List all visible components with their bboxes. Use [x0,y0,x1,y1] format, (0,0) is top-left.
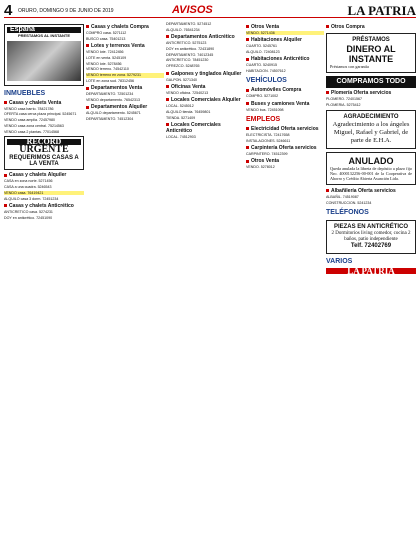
column-4 [246,22,324,540]
subsection-buses-venta: Buses y camiones Venta [246,101,324,107]
classified-ad: COMPRO. 5271002 [246,94,279,99]
prestamos-text: Préstamos con garantía [330,64,369,69]
classified-ad: ANTICRETICO casa. 5274231 [4,210,53,215]
promo-image [7,41,81,81]
classified-ad: CASA a una cuadra. 5246543 [4,185,52,190]
classified-ad: CUARTO. 5245761 [246,44,278,49]
subsection-locales-anticretico: Locales Comerciales Anticrético [166,122,221,135]
classified-ad: LOTE en venta. 5245109 [86,55,127,60]
subsection-galpones-alquiler: Galpones y tinglados Alquiler [166,71,244,77]
classified-ad: HABITACION. 74507612 [246,69,286,74]
highlighted-ad: VENDO casa. 76419421 [4,191,84,195]
classified-ad: ALQUILO. 72408123 [246,50,280,55]
classified-ad: VENDO casa barrio. 78421786 [4,106,54,111]
subsection-electricidad: Electricidad Oferta servicios [246,126,324,132]
section-vehiculos: VEHÍCULOS [246,77,287,85]
highlighted-ad: VENDO terreno en zona. 5279231 [86,73,164,77]
classified-ad: ANTICRETICO. 78451230 [166,58,209,63]
classified-ad: VENDO bus. 72451098 [246,107,284,112]
urgente-heading: URGENTE [19,144,69,156]
record-logo: RECORD [7,139,81,145]
classified-ad: VENDO casa 2 plantas. 77014568 [4,129,59,134]
footer-brand: LA PATRIA [326,268,416,274]
subsection-lotes-venta: Lotes y terrenos Venta [86,43,164,49]
subsection-deptos-anticretico: Departamentos Anticrético [166,34,244,40]
classified-ad: ALBAÑIL. 74519087 [326,195,359,200]
subsection-otros-venta: Otros Venta [246,24,324,30]
classified-ad: CONSTRUCCION. 5241234 [326,200,372,205]
classified-ad: LOCAL. 5245012 [166,104,194,109]
agradecimiento-text: Agradecimiento a los ángeles Miguel, Rafael y Gabriel, de parte de E.H.A. [332,121,410,145]
promo-text: PRESTAMOS AL INSTANTE [17,33,71,39]
classified-ad: INSTALACIONES. 5246611 [246,138,291,143]
compramos-ad: COMPRAMOS TODO [326,76,416,88]
subsection-casas-alquiler: Casas y chalets Alquiler [4,172,84,178]
newspaper-brand: LA PATRIA [347,3,416,18]
subsection-casas-compra: Casas y chalets Compra [86,24,164,30]
classified-ad: ALQUILO casa 3 dorm. 72451234 [4,196,59,201]
subsection-habitaciones-anticretico: Habitaciones Anticrético [246,56,324,62]
espana-ad [4,24,84,86]
subsection-carpinteria: Carpintería Oferta servicios [246,145,324,151]
classified-ad: CUARTO. 5240915 [246,63,278,68]
section-varios: VARIOS [326,258,353,266]
section-telefonos: TELÉFONOS [326,209,369,217]
classified-ad: DEPARTAMENTO. 74012345 [166,52,214,57]
classified-ad: ANTICRETICO. 5275123 [166,41,207,46]
section-title: AVISOS [172,4,213,16]
espana-logo: España [7,27,81,33]
classified-ad: DOY en anticrético. 72431890 [166,46,215,51]
classified-ad: CARPINTERO. 74512399 [246,152,288,157]
anulado-title: ANULADO [348,156,394,167]
classified-ad: TIENDA. 5271409 [166,115,196,120]
subsection-otros-compra: Otros Compra [326,24,416,30]
classified-ad: VENDO lote. 72412456 [86,50,124,55]
classified-ad: PLOMERO. 72401567 [326,97,362,101]
prestamos-title: PRÉSTAMOS [352,37,390,43]
classified-ad: OFREZCO. 5248765 [166,64,200,69]
subsection-deptos-venta: Departamentos Venta [86,85,164,91]
agradecimiento-title: AGRADECIMIENTO [343,114,399,121]
piezas-phone: Telf. 72402769 [350,243,392,250]
subsection-habitaciones-alquiler: Habitaciones Alquiler [246,37,324,43]
subsection-oficinas-venta: Oficinas Venta [166,84,244,90]
subsection-locales-alquiler: Locales Comerciales Alquiler [166,97,244,103]
subsection-casas-anticretico: Casas y chalets Anticrético [4,203,84,209]
page-header [4,4,416,18]
classified-ad: OFERTA casa cerca plaza principal. 5245671 [4,112,77,117]
piezas-text: 2 Dormitorios living comedor, cocina 2 baños, patio independiente [331,231,411,243]
page-date: ORURO, DOMINGO 9 DE JUNIO DE 2019 [18,8,114,14]
section-empleos: EMPLEOS [246,116,281,124]
classified-ad: GALPON. 5271340 [166,77,197,82]
classified-ad: BUSCO casa. 75401213 [86,36,126,41]
classified-ad: DEPARTAMENTO. 74512304 [86,117,134,122]
anulado-text: Queda anulada la libreta de depósito a plazo fijo Nro. 4000132256-00-001 de la Cooperativa de Ahorro y Crédito Abierta Asunción Ltda. [330,166,412,182]
subsection-plomeria: Plomería Oferta servicios [326,90,416,96]
classified-ad: CASA en zona norte. 5271456 [4,179,53,184]
classified-ad: VENDO departamento. 76542313 [86,98,140,103]
page-number: 4 [4,2,13,19]
classified-ad: DOY en anticrético. 72451090 [4,215,53,220]
column-2 [86,22,164,540]
classified-ad: ALQUILO departamento. 5245671 [86,111,141,116]
piezas-ad [326,220,416,254]
prestamos-big: DINERO AL INSTANTE [346,44,396,64]
classified-ad: ALQUILO. 76541234 [166,27,200,32]
anulado-ad [326,152,416,185]
subsection-deptos-alquiler: Departamentos Alquiler [86,104,164,110]
classified-ad: PLOMERIA. 5275412 [326,102,361,107]
subsection-automoviles-compra: Automóviles Compra [246,87,324,93]
prestamos-ad [326,33,416,73]
section-inmuebles: INMUEBLES [4,89,46,97]
classified-ad: LOCAL. 74512903 [166,135,196,140]
requerimos-heading: REQUERIMOS CASAS A LA VENTA [9,155,79,168]
subsection-otros-venta-2: Otros Venta [246,158,324,164]
classified-ad: LOTE en zona sud. 78312456 [86,79,134,84]
piezas-title: PIEZAS EN ANTICRÉTICO [333,224,409,231]
column-5 [326,22,416,540]
classified-ad: VENDO casa amplia. 72457980 [4,118,55,123]
classified-ad: ELECTRICISTA. 72417658 [246,133,290,138]
classified-ad: VENDO terreno. 74542110 [86,67,129,72]
column-1 [4,22,84,540]
classified-ad: ALQUILO tienda. 76459801 [166,109,211,114]
classified-ad: VENDO. 5278012 [246,165,275,170]
column-3 [166,22,244,540]
record-ad [4,136,84,170]
classified-ad: VENDO oficina. 72540213 [166,90,209,95]
subsection-casas-venta: Casas y chalets Venta [4,100,84,106]
subsection-albanileria: Albañilería Oferta servicios [326,188,416,194]
classified-ad: VENDO lote. 5278456 [86,61,122,66]
classified-ad: DEPARTAMENTO. 72501234 [86,92,134,97]
agradecimiento-ad [326,110,416,149]
classified-ad: COMPRO casa. 5271112 [86,31,127,35]
highlighted-ad: VENDO. 5271436 [246,31,324,35]
classified-ad: VENDO casa zona central. 75214563 [4,123,64,128]
classified-ad: DEPARTAMENTO. 5274512 [166,22,212,26]
